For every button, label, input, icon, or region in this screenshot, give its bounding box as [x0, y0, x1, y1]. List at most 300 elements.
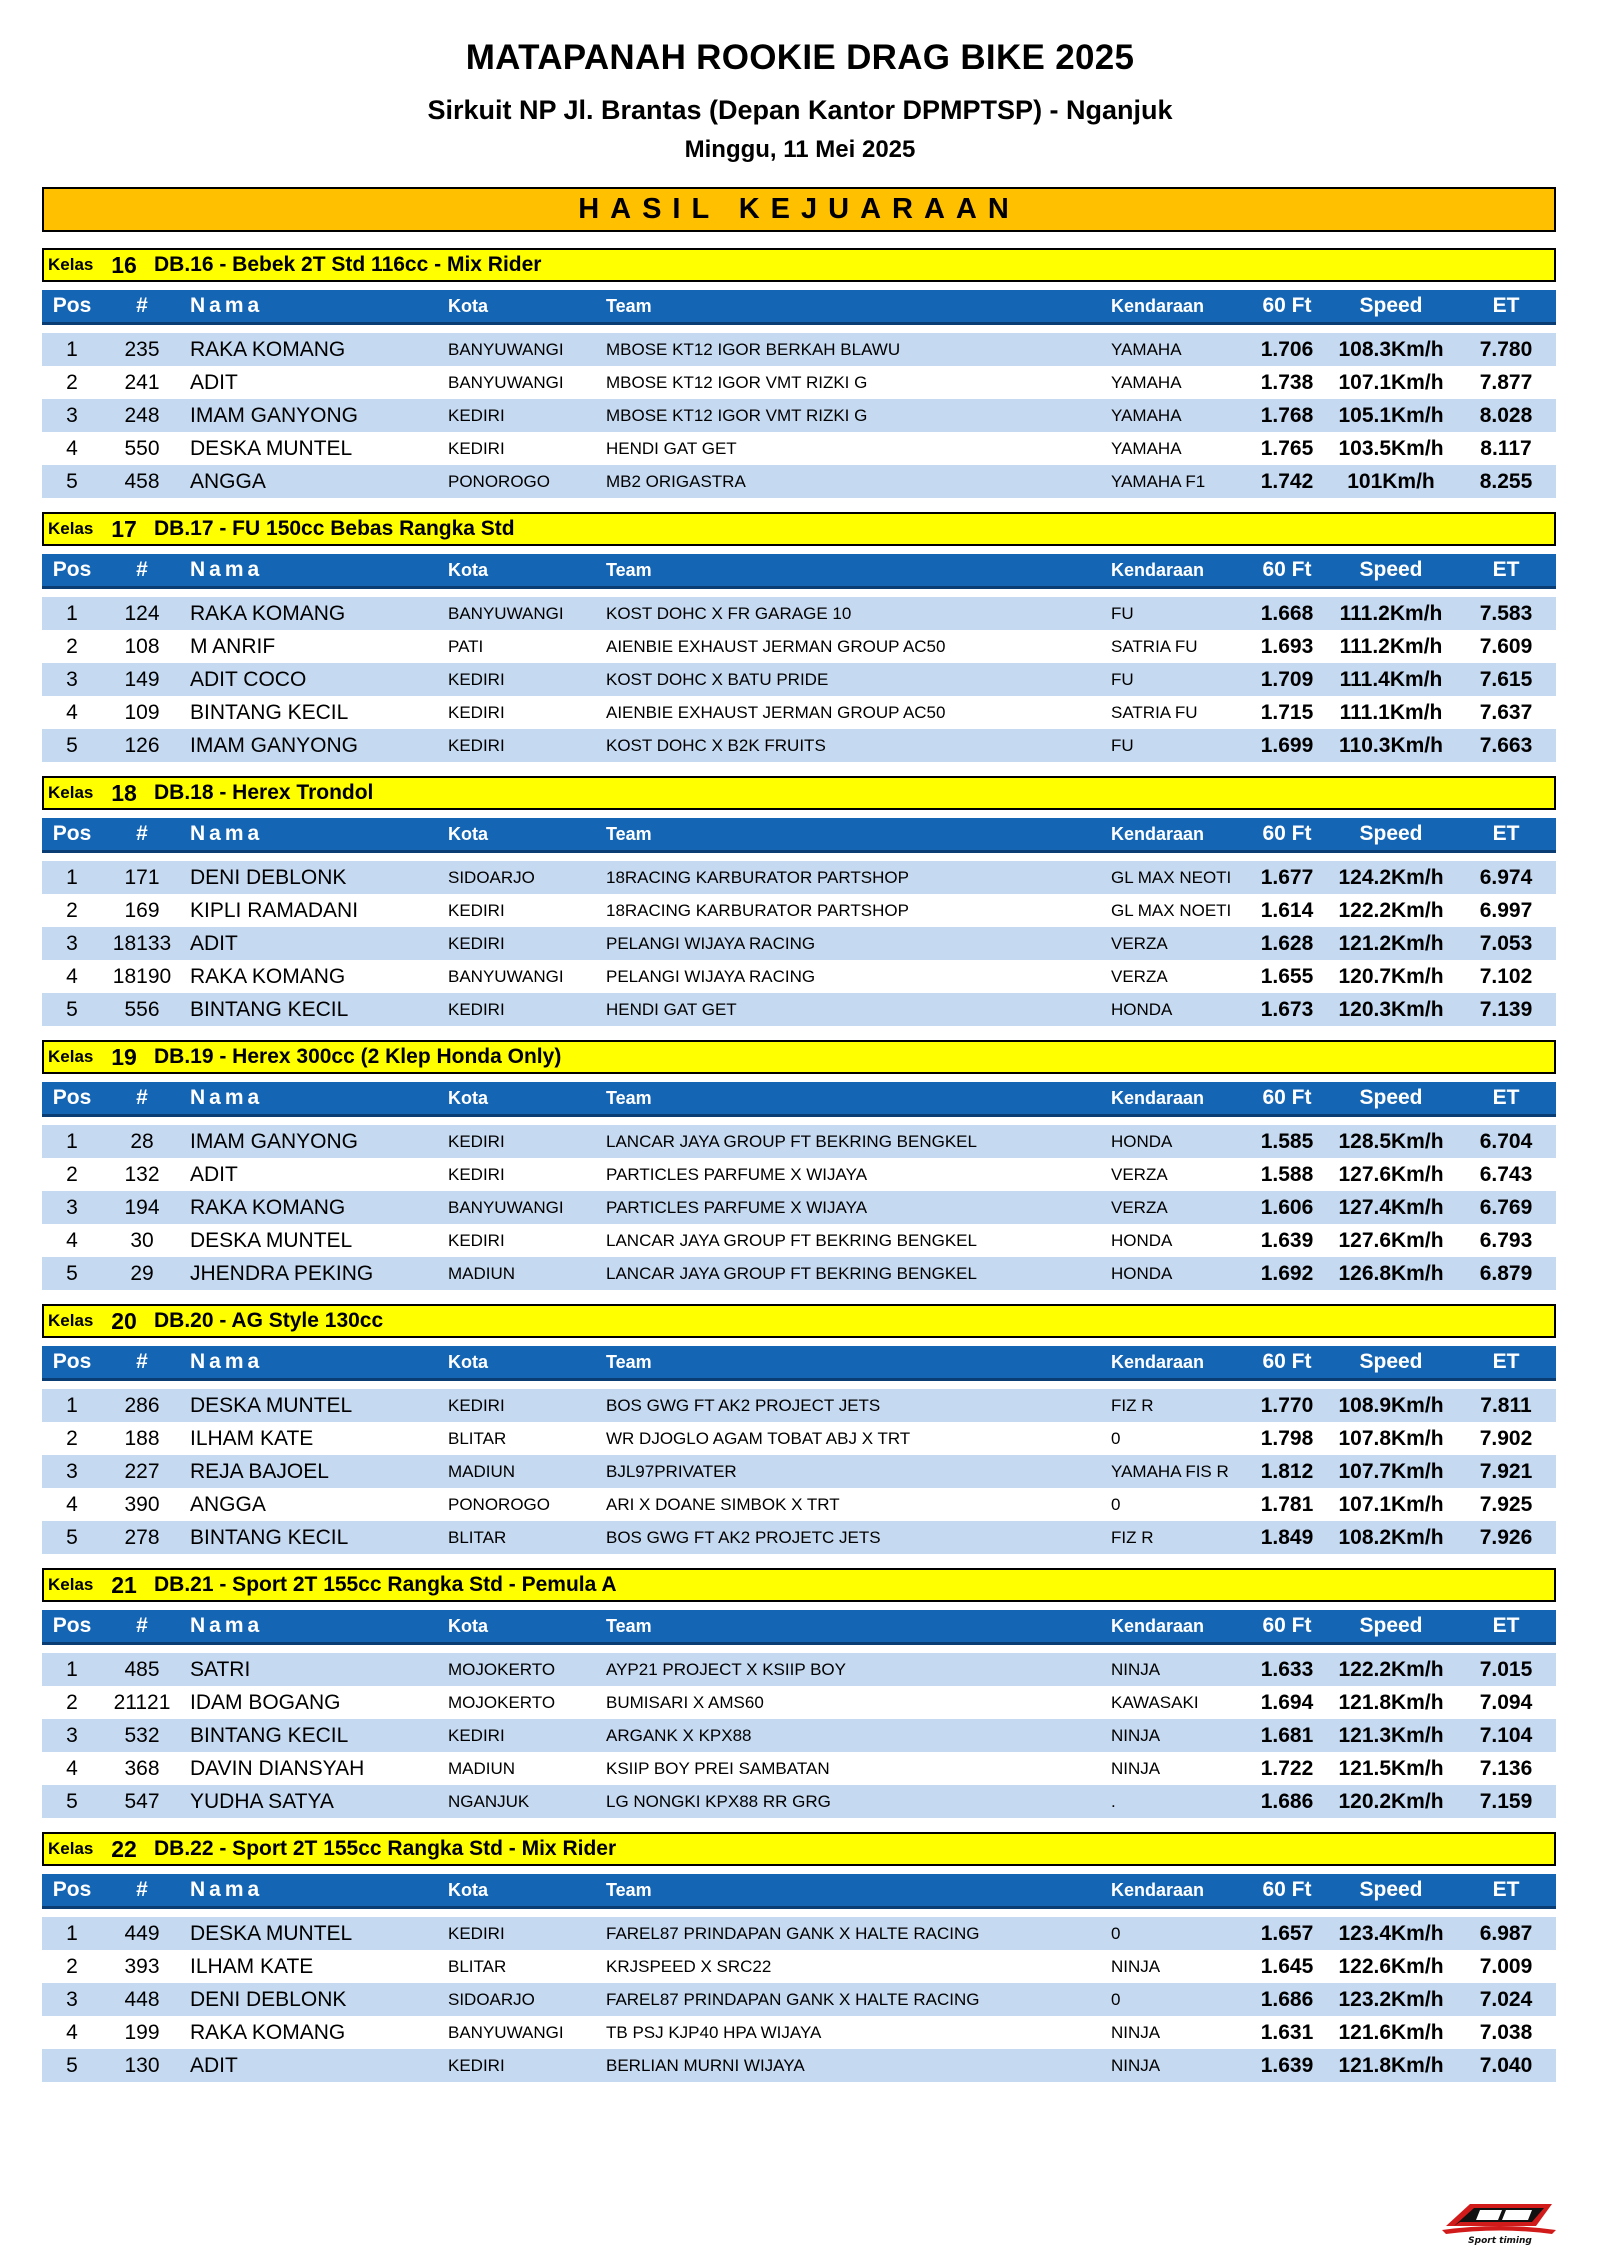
name-cell: BINTANG KECIL [190, 700, 349, 724]
team-cell: MB2 ORIGASTRA [606, 471, 746, 491]
kelas-label: Kelas [48, 783, 94, 802]
pos-cell: 4 [66, 1756, 78, 1780]
vehicle-cell: VERZA [1111, 933, 1168, 953]
city-cell: BLITAR [448, 1428, 507, 1448]
et-cell: 6.974 [1479, 865, 1533, 889]
team-cell: KOST DOHC X FR GARAGE 10 [606, 603, 852, 623]
results-table [42, 861, 1556, 1026]
number-cell: 547 [124, 1789, 160, 1813]
sixty-ft-cell: 1.715 [1260, 700, 1314, 724]
et-cell: 7.102 [1479, 964, 1533, 988]
kelas-number: 20 [111, 1307, 137, 1334]
kelas-number: 17 [111, 515, 137, 542]
header-name: Nama [190, 1878, 264, 1901]
speed-cell: 127.4Km/h [1338, 1195, 1444, 1219]
vehicle-cell: 0 [1111, 1428, 1121, 1448]
class-title: DB.19 - Herex 300cc (2 Klep Honda Only) [154, 1045, 562, 1068]
sixty-ft-cell: 1.673 [1260, 997, 1314, 1021]
city-cell: BLITAR [448, 1527, 507, 1547]
et-cell: 7.104 [1479, 1723, 1533, 1747]
sixty-ft-cell: 1.699 [1260, 733, 1314, 757]
team-cell: KRJSPEED X SRC22 [606, 1956, 772, 1976]
name-cell: REJA BAJOEL [190, 1459, 329, 1483]
vehicle-cell: NINJA [1111, 2022, 1161, 2042]
name-cell: ILHAM KATE [190, 1954, 314, 1978]
table-row [42, 399, 1556, 432]
et-cell: 6.769 [1479, 1195, 1533, 1219]
name-cell: KIPLI RAMADANI [190, 898, 359, 922]
table-row [42, 1125, 1556, 1158]
team-cell: BERLIAN MURNI WIJAYA [606, 2055, 805, 2075]
header-et: ET [1492, 1350, 1520, 1373]
table-row [42, 432, 1556, 465]
header-vehicle: Kendaraan [1111, 1615, 1205, 1636]
vehicle-cell: VERZA [1111, 966, 1168, 986]
header-speed: Speed [1359, 1614, 1423, 1637]
city-cell: PONOROGO [448, 471, 551, 491]
pos-cell: 4 [66, 436, 78, 460]
city-cell: KEDIRI [448, 1725, 505, 1745]
vehicle-cell: FIZ R [1111, 1527, 1154, 1547]
class-section [42, 1304, 1556, 1568]
number-cell: 188 [124, 1426, 160, 1450]
header-speed: Speed [1359, 294, 1423, 317]
sixty-ft-cell: 1.614 [1260, 898, 1314, 922]
column-header-row [42, 1082, 1556, 1117]
speed-cell: 127.6Km/h [1338, 1228, 1444, 1252]
city-cell: SIDOARJO [448, 1989, 535, 2009]
name-cell: RAKA KOMANG [190, 2020, 346, 2044]
header-city: Kota [448, 1351, 488, 1372]
vehicle-cell: VERZA [1111, 1164, 1168, 1184]
header-et: ET [1492, 558, 1520, 581]
et-cell: 8.117 [1480, 436, 1532, 460]
et-cell: 7.663 [1479, 733, 1533, 757]
table-row [42, 1983, 1556, 2016]
sixty-ft-cell: 1.645 [1260, 1954, 1314, 1978]
city-cell: BANYUWANGI [448, 1197, 564, 1217]
pos-cell: 3 [66, 403, 78, 427]
header-et: ET [1492, 294, 1520, 317]
class-title: DB.20 - AG Style 130cc [154, 1309, 384, 1332]
pos-cell: 4 [66, 1492, 78, 1516]
number-cell: 109 [124, 700, 160, 724]
header-speed: Speed [1359, 1350, 1423, 1373]
header-city: Kota [448, 1615, 488, 1636]
vehicle-cell: HONDA [1111, 1230, 1173, 1250]
header-number: # [136, 822, 148, 845]
vehicle-cell: NINJA [1111, 2055, 1161, 2075]
header-et: ET [1492, 1614, 1520, 1637]
speed-cell: 128.5Km/h [1338, 1129, 1444, 1153]
team-cell: FAREL87 PRINDAPAN GANK X HALTE RACING [606, 1923, 980, 1943]
header-sixty-ft: 60 Ft [1262, 558, 1312, 581]
name-cell: ANGGA [190, 469, 266, 493]
results-table [42, 1389, 1556, 1554]
et-cell: 7.094 [1479, 1690, 1533, 1714]
speed-cell: 122.2Km/h [1338, 1657, 1444, 1681]
vehicle-cell: HONDA [1111, 999, 1173, 1019]
et-cell: 7.780 [1479, 337, 1533, 361]
table-row [42, 1455, 1556, 1488]
speed-cell: 123.2Km/h [1338, 1987, 1444, 2011]
team-cell: BUMISARI X AMS60 [606, 1692, 764, 1712]
name-cell: RAKA KOMANG [190, 337, 346, 361]
vehicle-cell: YAMAHA F1 [1111, 471, 1206, 491]
table-row [42, 861, 1556, 894]
vehicle-cell: KAWASAKI [1111, 1692, 1199, 1712]
sixty-ft-cell: 1.849 [1260, 1525, 1314, 1549]
table-row [42, 465, 1556, 498]
header-name: Nama [190, 1086, 264, 1109]
class-title: DB.21 - Sport 2T 155cc Rangka Std - Pemula A [154, 1573, 617, 1596]
number-cell: 132 [124, 1162, 160, 1186]
city-cell: KEDIRI [448, 1230, 505, 1250]
sixty-ft-cell: 1.686 [1260, 1987, 1314, 2011]
pos-cell: 1 [66, 1657, 78, 1681]
class-section [42, 512, 1556, 776]
et-cell: 7.811 [1480, 1393, 1532, 1417]
class-title: DB.16 - Bebek 2T Std 116cc - Mix Rider [154, 253, 542, 276]
vehicle-cell: YAMAHA [1111, 339, 1182, 359]
header-number: # [136, 1350, 148, 1373]
header-number: # [136, 1614, 148, 1637]
number-cell: 485 [124, 1657, 160, 1681]
sixty-ft-cell: 1.655 [1260, 964, 1314, 988]
header-speed: Speed [1359, 1878, 1423, 1901]
name-cell: ADIT [190, 2053, 238, 2077]
name-cell: RAKA KOMANG [190, 1195, 346, 1219]
team-cell: 18RACING KARBURATOR PARTSHOP [606, 867, 909, 887]
vehicle-cell: NINJA [1111, 1659, 1161, 1679]
number-cell: 169 [124, 898, 160, 922]
header-team: Team [606, 1615, 652, 1636]
class-title: DB.17 - FU 150cc Bebas Rangka Std [154, 517, 515, 540]
header-number: # [136, 558, 148, 581]
results-table [42, 1653, 1556, 1818]
name-cell: ADIT COCO [190, 667, 307, 691]
sixty-ft-cell: 1.639 [1260, 1228, 1314, 1252]
et-cell: 7.024 [1479, 1987, 1533, 2011]
results-table [42, 333, 1556, 498]
number-cell: 393 [124, 1954, 160, 1978]
number-cell: 194 [124, 1195, 160, 1219]
pos-cell: 2 [66, 1162, 78, 1186]
city-cell: MOJOKERTO [448, 1692, 556, 1712]
et-cell: 6.704 [1479, 1129, 1533, 1153]
sixty-ft-cell: 1.770 [1260, 1393, 1314, 1417]
venue-subtitle: Sirkuit NP Jl. Brantas (Depan Kantor DPMPTSP) - Nganjuk [427, 95, 1173, 125]
column-header-row [42, 554, 1556, 589]
city-cell: NGANJUK [448, 1791, 530, 1811]
et-cell: 7.615 [1479, 667, 1533, 691]
speed-cell: 101Km/h [1347, 469, 1435, 493]
sixty-ft-cell: 1.692 [1260, 1261, 1314, 1285]
header-city: Kota [448, 295, 488, 316]
speed-cell: 121.5Km/h [1338, 1756, 1444, 1780]
team-cell: MBOSE KT12 IGOR VMT RIZKI G [606, 372, 868, 392]
name-cell: BINTANG KECIL [190, 1525, 349, 1549]
city-cell: BANYUWANGI [448, 339, 564, 359]
table-row [42, 366, 1556, 399]
team-cell: WR DJOGLO AGAM TOBAT ABJ X TRT [606, 1428, 911, 1448]
sixty-ft-cell: 1.693 [1260, 634, 1314, 658]
team-cell: ARGANK X KPX88 [606, 1725, 752, 1745]
class-section [42, 1832, 1556, 2096]
name-cell: RAKA KOMANG [190, 964, 346, 988]
city-cell: KEDIRI [448, 1395, 505, 1415]
kelas-number: 21 [111, 1571, 137, 1598]
table-row [42, 1389, 1556, 1422]
city-cell: MADIUN [448, 1461, 516, 1481]
number-cell: 227 [124, 1459, 160, 1483]
team-cell: PARTICLES PARFUME X WIJAYA [606, 1197, 868, 1217]
header-et: ET [1492, 1086, 1520, 1109]
sixty-ft-cell: 1.709 [1260, 667, 1314, 691]
class-section [42, 1568, 1556, 1832]
pos-cell: 5 [66, 1261, 78, 1285]
sport-timing-logo-icon [1440, 2196, 1558, 2246]
header-et: ET [1492, 822, 1520, 845]
speed-cell: 122.2Km/h [1338, 898, 1444, 922]
et-cell: 7.877 [1479, 370, 1533, 394]
speed-cell: 107.7Km/h [1338, 1459, 1444, 1483]
speed-cell: 111.2Km/h [1339, 601, 1443, 625]
city-cell: KEDIRI [448, 900, 505, 920]
name-cell: BINTANG KECIL [190, 1723, 349, 1747]
vehicle-cell: YAMAHA [1111, 405, 1182, 425]
et-cell: 7.136 [1479, 1756, 1533, 1780]
sixty-ft-cell: 1.812 [1260, 1459, 1314, 1483]
name-cell: DENI DEBLONK [190, 1987, 347, 2011]
city-cell: KEDIRI [448, 735, 505, 755]
vehicle-cell: FU [1111, 735, 1134, 755]
vehicle-cell: GL MAX NOETI [1111, 900, 1232, 920]
header-vehicle: Kendaraan [1111, 823, 1205, 844]
pos-cell: 2 [66, 634, 78, 658]
class-title: DB.22 - Sport 2T 155cc Rangka Std - Mix Rider [154, 1837, 617, 1860]
column-header-row [42, 1346, 1556, 1381]
table-row [42, 630, 1556, 663]
city-cell: KEDIRI [448, 405, 505, 425]
et-cell: 7.040 [1479, 2053, 1533, 2077]
number-cell: 199 [124, 2020, 160, 2044]
vehicle-cell: . [1111, 1791, 1116, 1811]
sixty-ft-cell: 1.633 [1260, 1657, 1314, 1681]
team-cell: MBOSE KT12 IGOR BERKAH BLAWU [606, 339, 901, 359]
table-row [42, 1158, 1556, 1191]
speed-cell: 108.3Km/h [1338, 337, 1444, 361]
et-cell: 7.921 [1479, 1459, 1533, 1483]
pos-cell: 1 [66, 601, 78, 625]
pos-cell: 5 [66, 733, 78, 757]
speed-cell: 103.5Km/h [1338, 436, 1444, 460]
et-cell: 7.902 [1479, 1426, 1533, 1450]
number-cell: 458 [124, 469, 160, 493]
pos-cell: 1 [66, 337, 78, 361]
column-header-row [42, 1874, 1556, 1909]
results-table [42, 1125, 1556, 1290]
speed-cell: 122.6Km/h [1338, 1954, 1444, 1978]
team-cell: MBOSE KT12 IGOR VMT RIZKI G [606, 405, 868, 425]
class-bar [42, 1040, 1556, 1074]
name-cell: ADIT [190, 1162, 238, 1186]
team-cell: 18RACING KARBURATOR PARTSHOP [606, 900, 909, 920]
team-cell: PARTICLES PARFUME X WIJAYA [606, 1164, 868, 1184]
name-cell: BINTANG KECIL [190, 997, 349, 1021]
et-cell: 6.879 [1479, 1261, 1533, 1285]
header-name: Nama [190, 1614, 264, 1637]
kelas-label: Kelas [48, 1575, 94, 1594]
team-cell: AYP21 PROJECT X KSIIP BOY [606, 1659, 846, 1679]
number-cell: 278 [124, 1525, 160, 1549]
results-sections [42, 248, 1556, 2096]
city-cell: KEDIRI [448, 1164, 505, 1184]
header-sixty-ft: 60 Ft [1262, 1350, 1312, 1373]
team-cell: AIENBIE EXHAUST JERMAN GROUP AC50 [606, 636, 946, 656]
header-vehicle: Kendaraan [1111, 1087, 1205, 1108]
sixty-ft-cell: 1.798 [1260, 1426, 1314, 1450]
city-cell: BANYUWANGI [448, 372, 564, 392]
sixty-ft-cell: 1.765 [1260, 436, 1314, 460]
number-cell: 241 [124, 370, 160, 394]
team-cell: LANCAR JAYA GROUP FT BEKRING BENGKEL [606, 1230, 977, 1250]
number-cell: 449 [124, 1921, 160, 1945]
sixty-ft-cell: 1.686 [1260, 1789, 1314, 1813]
sixty-ft-cell: 1.694 [1260, 1690, 1314, 1714]
number-cell: 28 [130, 1129, 154, 1153]
team-cell: ARI X DOANE SIMBOK X TRT [606, 1494, 840, 1514]
class-section [42, 1040, 1556, 1304]
city-cell: KEDIRI [448, 669, 505, 689]
pos-cell: 2 [66, 1954, 78, 1978]
team-cell: KOST DOHC X B2K FRUITS [606, 735, 826, 755]
table-row [42, 597, 1556, 630]
page-title: MATAPANAH ROOKIE DRAG BIKE 2025 [465, 38, 1135, 77]
header-team: Team [606, 1351, 652, 1372]
name-cell: DAVIN DIANSYAH [190, 1756, 365, 1780]
name-cell: JHENDRA PEKING [190, 1261, 374, 1285]
et-cell: 7.583 [1479, 601, 1533, 625]
speed-cell: 121.3Km/h [1338, 1723, 1444, 1747]
table-row [42, 1653, 1556, 1686]
class-section [42, 776, 1556, 1040]
header-city: Kota [448, 1879, 488, 1900]
name-cell: DESKA MUNTEL [190, 1393, 353, 1417]
city-cell: PONOROGO [448, 1494, 551, 1514]
et-cell: 6.793 [1479, 1228, 1533, 1252]
city-cell: BANYUWANGI [448, 603, 564, 623]
et-cell: 7.038 [1479, 2020, 1533, 2044]
pos-cell: 4 [66, 700, 78, 724]
team-cell: LANCAR JAYA GROUP FT BEKRING BENGKEL [606, 1131, 977, 1151]
header-pos: Pos [52, 558, 92, 581]
city-cell: BANYUWANGI [448, 966, 564, 986]
number-cell: 171 [124, 865, 160, 889]
speed-cell: 121.8Km/h [1338, 2053, 1444, 2077]
team-cell: TB PSJ KJP40 HPA WIJAYA [606, 2022, 822, 2042]
sixty-ft-cell: 1.606 [1260, 1195, 1314, 1219]
vehicle-cell: VERZA [1111, 1197, 1168, 1217]
header-sixty-ft: 60 Ft [1262, 1086, 1312, 1109]
team-cell: PELANGI WIJAYA RACING [606, 933, 816, 953]
name-cell: IDAM BOGANG [190, 1690, 341, 1714]
sixty-ft-cell: 1.768 [1260, 403, 1314, 427]
et-cell: 7.053 [1479, 931, 1533, 955]
number-cell: 149 [124, 667, 160, 691]
sixty-ft-cell: 1.588 [1260, 1162, 1314, 1186]
header-vehicle: Kendaraan [1111, 1351, 1205, 1372]
speed-cell: 111.4Km/h [1339, 667, 1443, 691]
header-pos: Pos [52, 1350, 92, 1373]
pos-cell: 3 [66, 931, 78, 955]
city-cell: SIDOARJO [448, 867, 535, 887]
pos-cell: 2 [66, 898, 78, 922]
pos-cell: 3 [66, 1723, 78, 1747]
speed-cell: 107.1Km/h [1338, 1492, 1444, 1516]
pos-cell: 1 [66, 1921, 78, 1945]
speed-cell: 111.2Km/h [1339, 634, 1443, 658]
class-title: DB.18 - Herex Trondol [154, 781, 374, 804]
team-cell: FAREL87 PRINDAPAN GANK X HALTE RACING [606, 1989, 980, 2009]
header-speed: Speed [1359, 558, 1423, 581]
table-row [42, 927, 1556, 960]
class-bar [42, 512, 1556, 546]
table-row [42, 1950, 1556, 1983]
vehicle-cell: NINJA [1111, 1725, 1161, 1745]
pos-cell: 2 [66, 1426, 78, 1450]
header-sixty-ft: 60 Ft [1262, 1614, 1312, 1637]
sixty-ft-cell: 1.628 [1260, 931, 1314, 955]
number-cell: 550 [124, 436, 160, 460]
number-cell: 21121 [113, 1690, 171, 1714]
table-row [42, 663, 1556, 696]
pos-cell: 2 [66, 1690, 78, 1714]
number-cell: 286 [124, 1393, 160, 1417]
header-pos: Pos [52, 1614, 92, 1637]
table-row [42, 333, 1556, 366]
header-vehicle: Kendaraan [1111, 295, 1205, 316]
header-vehicle: Kendaraan [1111, 1879, 1205, 1900]
speed-cell: 107.8Km/h [1338, 1426, 1444, 1450]
et-cell: 6.743 [1479, 1162, 1533, 1186]
vehicle-cell: 0 [1111, 1494, 1121, 1514]
header-city: Kota [448, 1087, 488, 1108]
vehicle-cell: YAMAHA FIS R [1111, 1461, 1229, 1481]
et-cell: 7.159 [1479, 1789, 1533, 1813]
header-team: Team [606, 823, 652, 844]
pos-cell: 4 [66, 1228, 78, 1252]
header-pos: Pos [52, 1086, 92, 1109]
column-header-row [42, 1610, 1556, 1645]
header-team: Team [606, 1879, 652, 1900]
header-team: Team [606, 295, 652, 316]
speed-cell: 108.2Km/h [1338, 1525, 1444, 1549]
pos-cell: 5 [66, 2053, 78, 2077]
et-cell: 7.009 [1479, 1954, 1533, 1978]
speed-cell: 121.6Km/h [1338, 2020, 1444, 2044]
sixty-ft-cell: 1.706 [1260, 337, 1314, 361]
city-cell: KEDIRI [448, 1923, 505, 1943]
name-cell: ADIT [190, 370, 238, 394]
speed-cell: 110.3Km/h [1339, 733, 1443, 757]
team-cell: HENDI GAT GET [606, 999, 737, 1019]
class-bar [42, 776, 1556, 810]
name-cell: DESKA MUNTEL [190, 436, 353, 460]
number-cell: 108 [124, 634, 160, 658]
number-cell: 18133 [112, 931, 172, 955]
team-cell: BJL97PRIVATER [606, 1461, 737, 1481]
